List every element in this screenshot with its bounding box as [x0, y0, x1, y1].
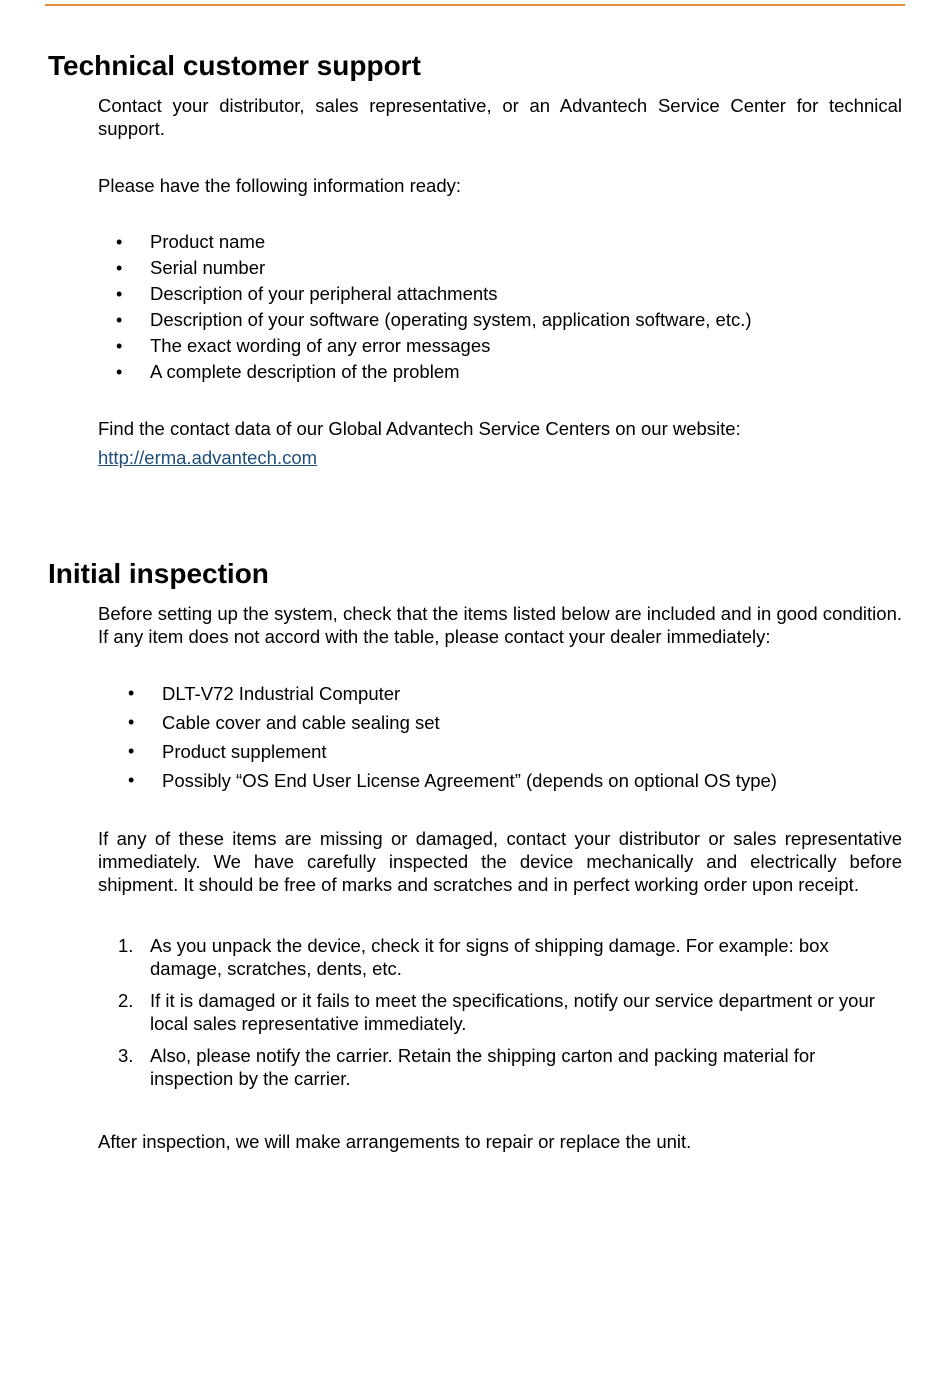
inspection-items-list	[98, 679, 777, 795]
list-item	[98, 989, 902, 1035]
inspection-heading: Initial inspection	[48, 558, 269, 589]
list-item	[98, 307, 752, 333]
list-item	[98, 708, 777, 737]
list-item	[98, 333, 752, 359]
list-item-label: Cable cover and cable sealing set	[162, 712, 440, 733]
list-item-label: Possibly “OS End User License Agreement” (depends on optional OS type)	[162, 770, 777, 791]
support-intro: Contact your distributor, sales representative, or an Advantech Service Center for technical support.	[98, 95, 902, 139]
list-item	[98, 359, 752, 385]
step-number: 2.	[118, 990, 134, 1011]
list-item	[98, 255, 752, 281]
step-text: As you unpack the device, check it for signs of shipping damage. For example: box damage, scratches, dents, etc.	[150, 935, 829, 979]
list-item-label: The exact wording of any error messages	[150, 335, 491, 356]
bullet-icon: •	[128, 683, 135, 703]
list-item	[98, 229, 752, 255]
inspection-steps-list	[98, 934, 902, 1099]
list-item-label: Description of your software (operating system, application software, etc.)	[150, 309, 752, 330]
bullet-icon: •	[128, 770, 135, 790]
list-item-label: Serial number	[150, 257, 266, 278]
step-text: If it is damaged or it fails to meet the specifications, notify our service department or your local sales representative immediately.	[150, 990, 875, 1034]
list-item-label: Product name	[150, 231, 266, 252]
list-item-label: DLT-V72 Industrial Computer	[162, 683, 401, 704]
step-number: 1.	[118, 935, 134, 956]
bullet-icon: •	[116, 232, 123, 252]
bullet-icon: •	[116, 284, 123, 304]
inspection-intro: Before setting up the system, check that the items listed below are included and in good condition. If any item does not accord with the table, please contact your dealer immediately:	[98, 603, 902, 647]
list-item	[98, 766, 777, 795]
list-item	[98, 934, 902, 980]
bullet-icon: •	[128, 741, 135, 761]
support-contact-text: Find the contact data of our Global Advantech Service Centers on our website:	[98, 418, 741, 439]
header-rule	[45, 4, 905, 6]
list-item-label: Description of your peripheral attachments	[150, 283, 498, 304]
list-item	[98, 281, 752, 307]
inspection-closing-text: After inspection, we will make arrangements to repair or replace the unit.	[98, 1131, 692, 1152]
support-info-list	[98, 229, 752, 385]
step-number: 3.	[118, 1045, 134, 1066]
list-item	[98, 1044, 902, 1090]
list-item	[98, 679, 777, 708]
bullet-icon: •	[116, 336, 123, 356]
list-item-label: Product supplement	[162, 741, 327, 762]
inspection-missing-text: If any of these items are missing or damaged, contact your distributor or sales representative immediately. We have carefully inspected the device mechanically and electrically before shipment. It should be free of marks and scratches and in perfect working order upon receipt.	[98, 828, 902, 895]
step-text: Also, please notify the carrier. Retain the shipping carton and packing material for inspection by the carrier.	[150, 1045, 816, 1089]
website-link[interactable]: http://erma.advantech.com	[98, 447, 318, 468]
bullet-icon: •	[116, 258, 123, 278]
bullet-icon: •	[128, 712, 135, 732]
list-item-label: A complete description of the problem	[150, 361, 460, 382]
bullet-icon: •	[116, 310, 123, 330]
bullet-icon: •	[116, 362, 123, 382]
support-ready-text: Please have the following information ready:	[98, 175, 462, 196]
support-heading: Technical customer support	[48, 50, 421, 81]
list-item	[98, 737, 777, 766]
